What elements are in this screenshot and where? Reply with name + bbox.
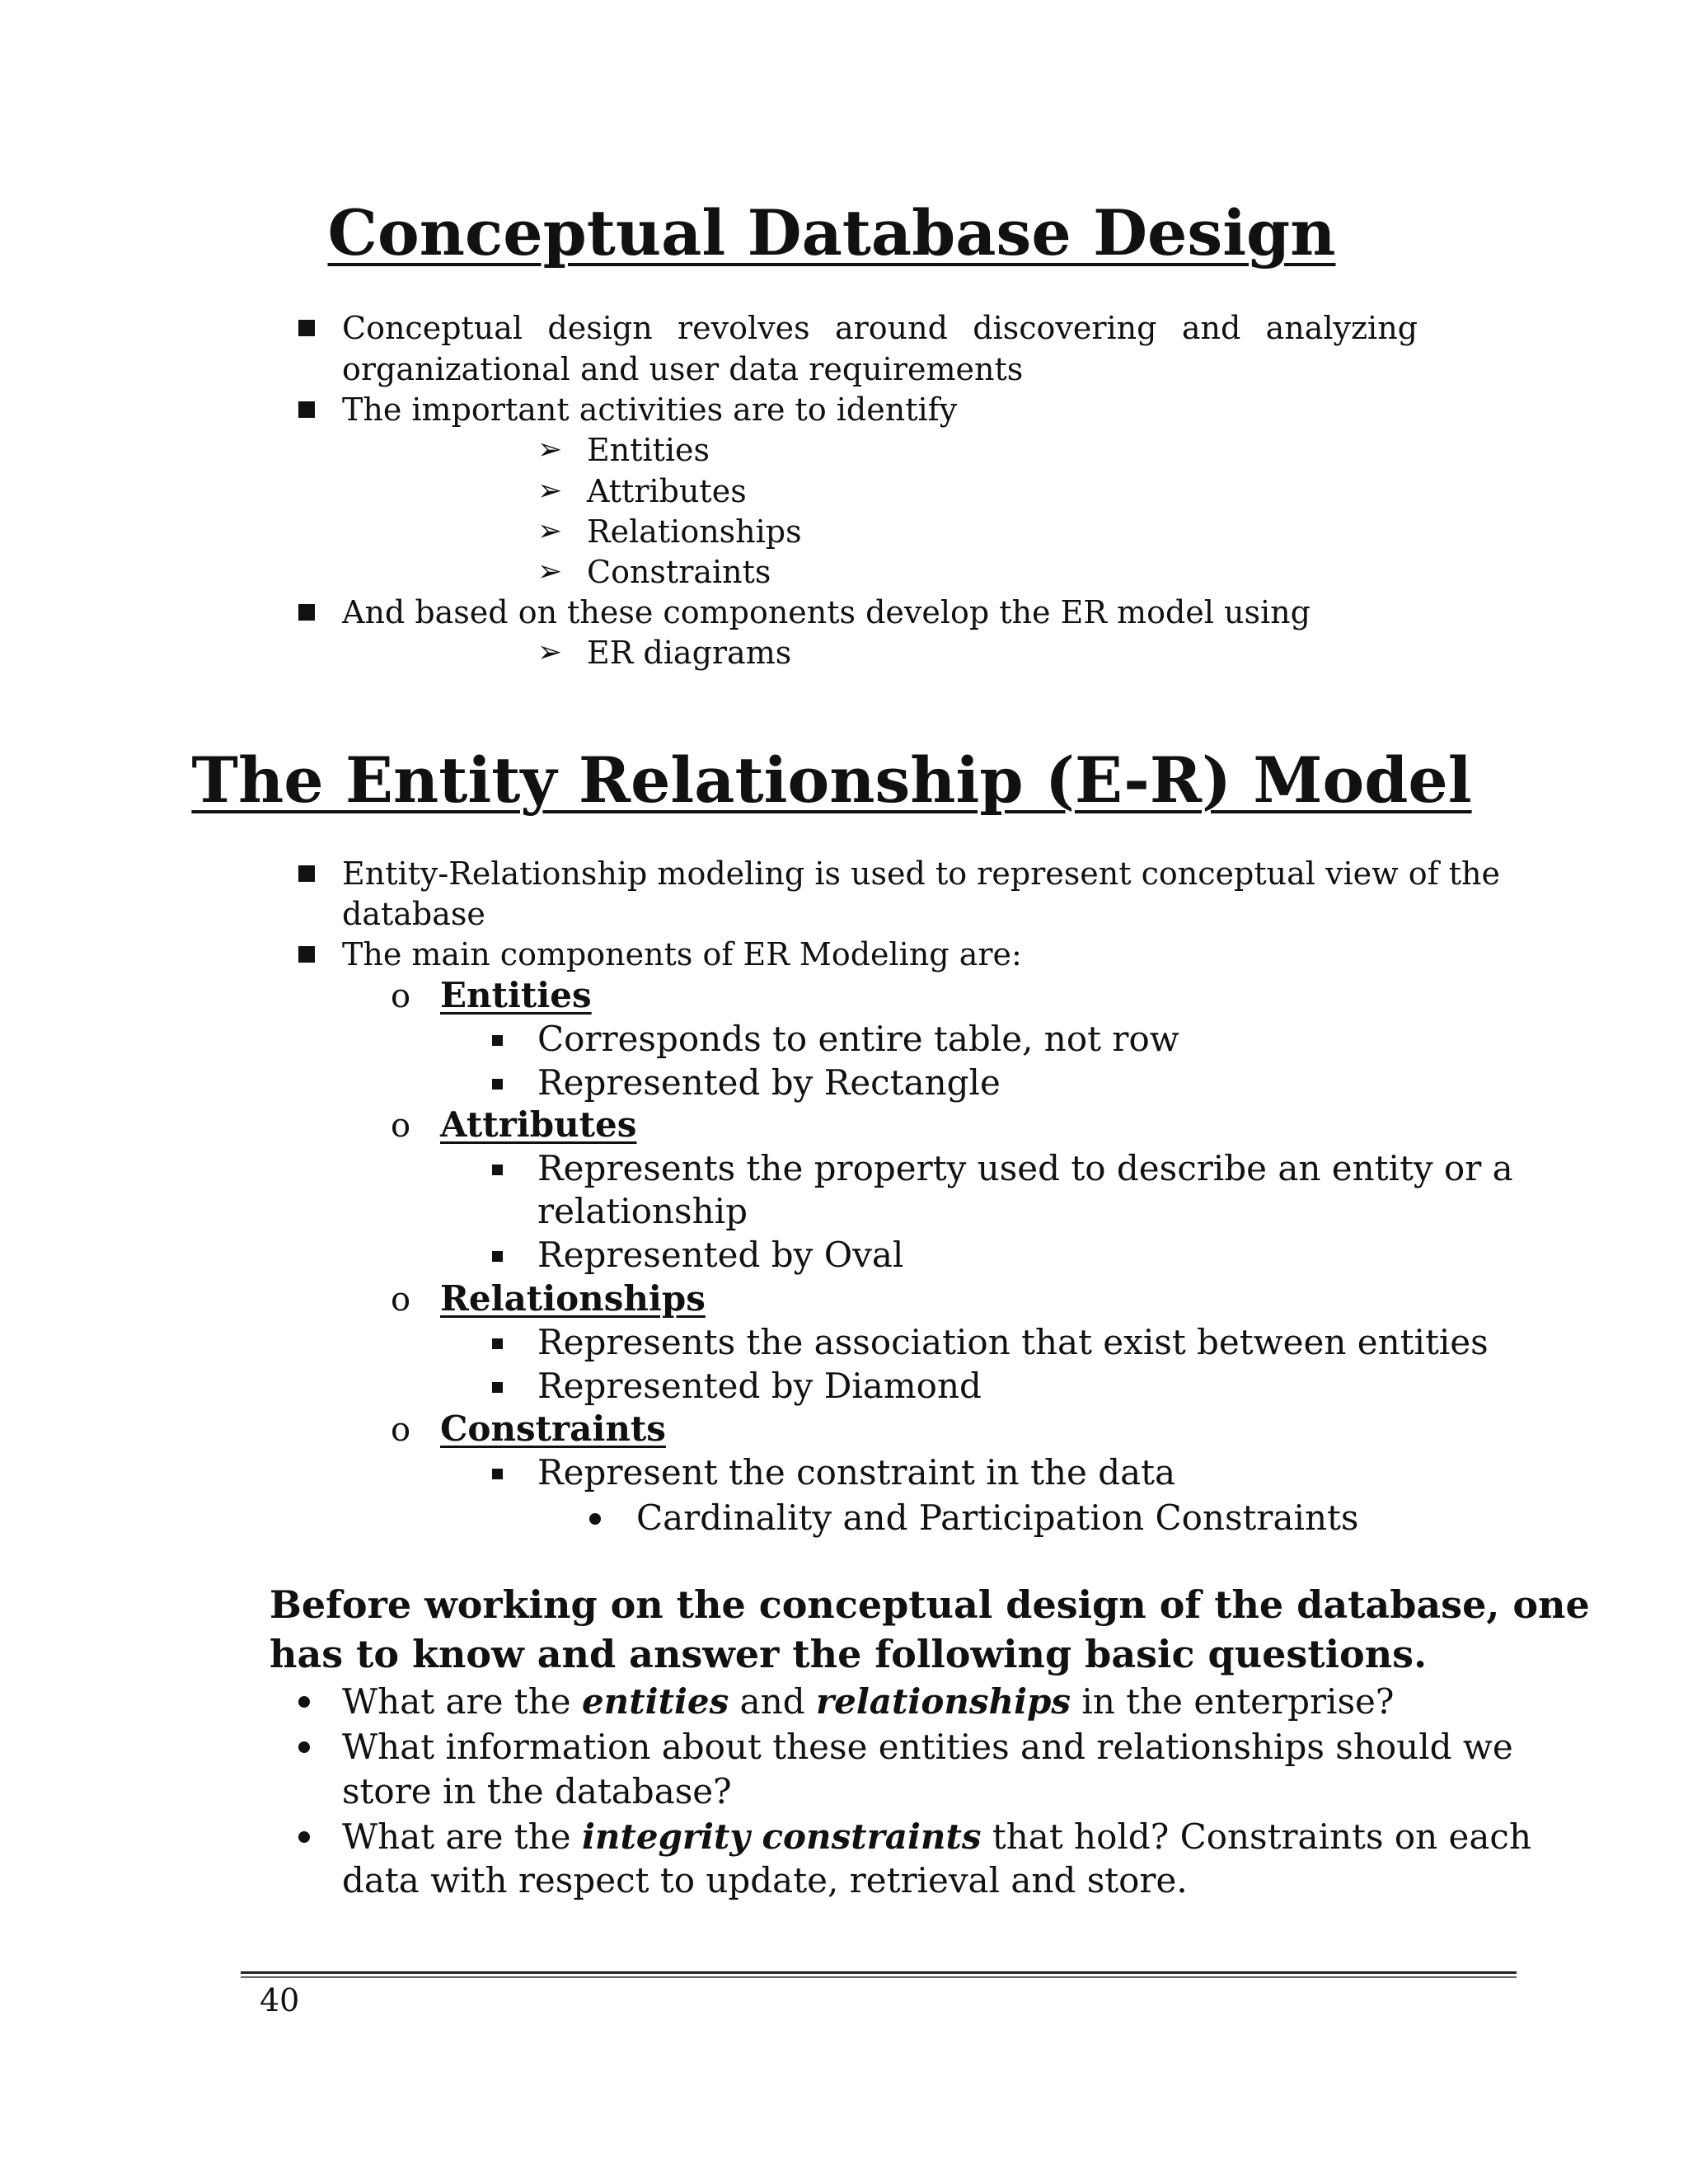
circle-bullet-icon: o — [391, 1411, 411, 1449]
round-bullet-icon — [298, 1741, 310, 1753]
component-subpoint: Cardinality and Participation Constraints — [636, 1497, 1359, 1538]
question-emphasis: integrity constraints — [581, 1816, 982, 1857]
question-2-line: What information about these entities and relationships should we — [342, 1727, 1513, 1767]
component-point: Represented by Diamond — [537, 1366, 982, 1406]
small-square-bullet-icon — [492, 1469, 503, 1479]
question-1 — [342, 1680, 1394, 1724]
small-square-bullet-icon — [492, 1382, 503, 1393]
activity-item: Constraints — [587, 554, 771, 590]
component-point: Represents the association that exist between entities — [537, 1322, 1489, 1362]
questions-intro-line: has to know and answer the following basic questions. — [270, 1632, 1428, 1676]
arrow-bullet-icon: ➢ — [537, 635, 563, 669]
circle-bullet-icon: o — [391, 977, 411, 1015]
question-3 — [342, 1815, 1531, 1859]
activity-item: Entities — [587, 432, 710, 468]
square-bullet-icon — [298, 946, 315, 963]
component-point: Corresponds to entire table, not row — [537, 1019, 1179, 1059]
component-point: Represented by Rectangle — [537, 1062, 1001, 1103]
bullet-text: The main components of ER Modeling are: — [342, 936, 1022, 972]
small-square-bullet-icon — [492, 1338, 503, 1349]
question-text: What are the — [342, 1816, 582, 1857]
questions-intro-line: Before working on the conceptual design of the database, one — [270, 1582, 1590, 1627]
arrow-bullet-icon: ➢ — [537, 555, 563, 588]
small-square-bullet-icon — [492, 1165, 503, 1175]
question-text: and — [729, 1681, 816, 1722]
component-heading-entities: Entities — [440, 975, 592, 1015]
round-bullet-icon — [298, 1831, 310, 1843]
question-text: that hold? Constraints on each — [981, 1816, 1532, 1857]
activity-item: Relationships — [587, 513, 802, 550]
circle-bullet-icon: o — [391, 1107, 411, 1145]
component-heading-attributes: Attributes — [440, 1104, 637, 1145]
circle-bullet-icon: o — [391, 1281, 411, 1319]
square-bullet-icon — [298, 865, 315, 882]
question-emphasis: entities — [581, 1681, 729, 1722]
component-point: Represented by Oval — [537, 1235, 904, 1275]
question-emphasis: relationships — [815, 1681, 1071, 1722]
bullet-text: And based on these components develop the ER model using — [342, 594, 1311, 630]
component-point-continuation: relationship — [537, 1191, 748, 1231]
square-bullet-icon — [298, 320, 315, 336]
small-square-bullet-icon — [492, 1251, 503, 1262]
small-square-bullet-icon — [492, 1079, 503, 1090]
small-square-bullet-icon — [492, 1035, 503, 1046]
er-diagram-item: ER diagrams — [587, 635, 792, 671]
activity-item: Attributes — [587, 473, 747, 509]
arrow-bullet-icon: ➢ — [537, 514, 563, 548]
bullet-text-line: organizational and user data requirements — [342, 351, 1024, 387]
round-bullet-icon — [589, 1513, 601, 1525]
section-title-conceptual-design: Conceptual Database Design — [327, 196, 1336, 269]
question-2-line: store in the database? — [342, 1771, 732, 1811]
page-number: 40 — [260, 1982, 300, 2018]
bullet-text: The important activities are to identify — [342, 391, 958, 428]
round-bullet-icon — [298, 1696, 310, 1708]
component-heading-relationships: Relationships — [440, 1278, 706, 1319]
bullet-text-line: Conceptual design revolves around discovering and analyzing — [342, 310, 1418, 346]
footer-rule-thin — [241, 1976, 1517, 1978]
square-bullet-icon — [298, 401, 315, 418]
arrow-bullet-icon: ➢ — [537, 474, 563, 508]
bullet-text-line: Entity-Relationship modeling is used to represent conceptual view of the — [342, 855, 1500, 892]
section-title-er-model: The Entity Relationship (E-R) Model — [191, 743, 1472, 817]
bullet-text-line: database — [342, 896, 485, 932]
footer-rule — [241, 1971, 1517, 1974]
component-heading-constraints: Constraints — [440, 1408, 666, 1449]
question-3-line: data with respect to update, retrieval and store. — [342, 1860, 1188, 1900]
component-point: Represents the property used to describe an entity or a — [537, 1148, 1513, 1188]
question-text: in the enterprise? — [1071, 1681, 1395, 1722]
arrow-bullet-icon: ➢ — [537, 433, 563, 466]
question-text: What are the — [342, 1681, 582, 1722]
square-bullet-icon — [298, 604, 315, 621]
component-point: Represent the constraint in the data — [537, 1452, 1176, 1493]
